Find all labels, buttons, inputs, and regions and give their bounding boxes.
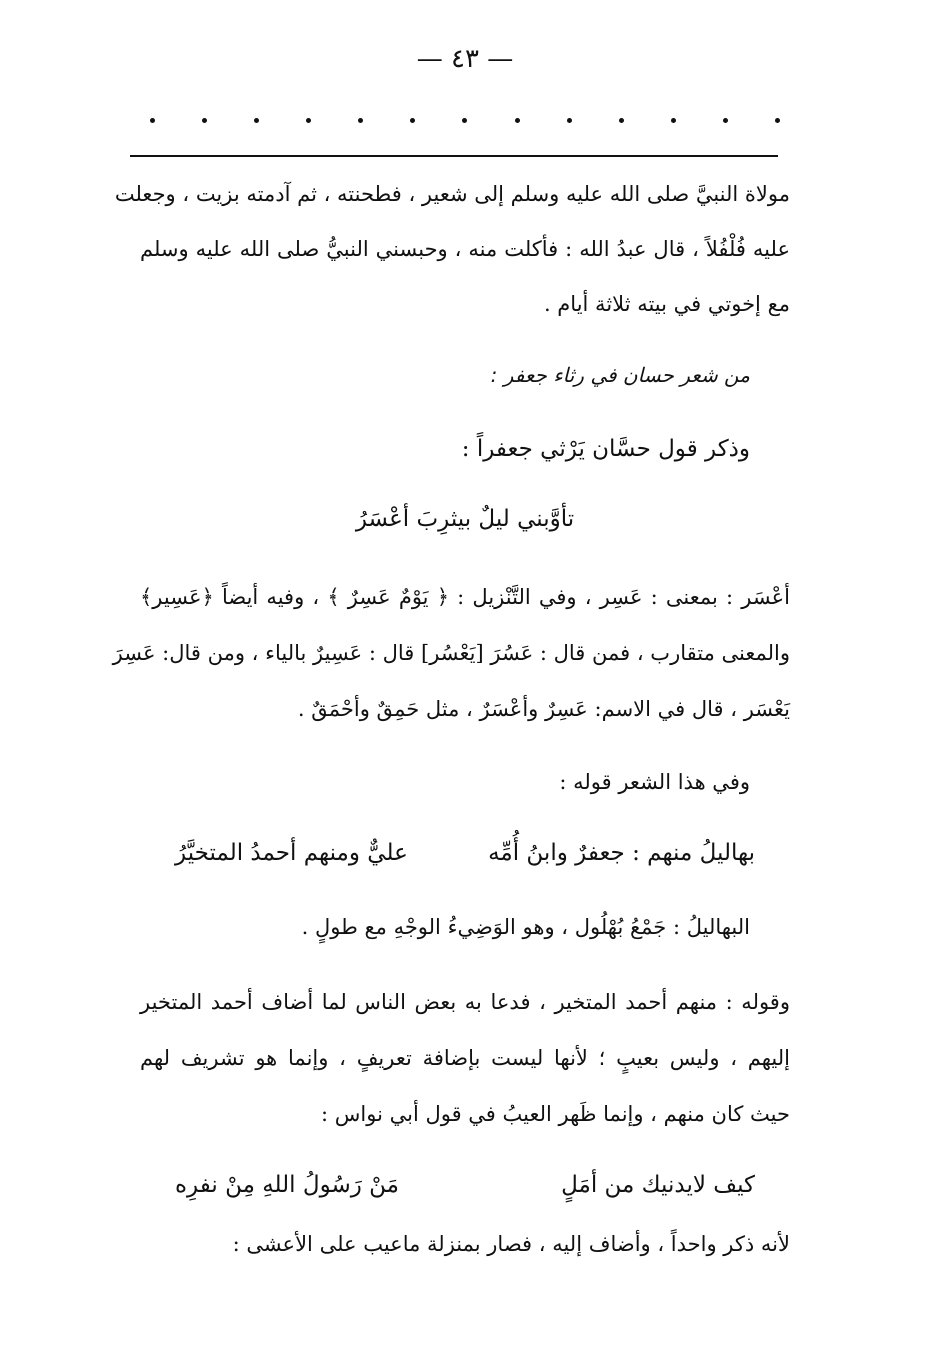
verse-line <box>175 1172 755 1198</box>
page-number: — ٤٣ — <box>416 44 514 74</box>
section-heading: من شعر حسان في رثاء جعفر : <box>490 363 750 387</box>
text-line: حيث كان منهم ، وإنما ظَهر العيبُ في قول أبي نواس : <box>321 1102 790 1126</box>
text-line: وقوله : منهم أحمد المتخير ، فدعا به بعض الناس لما أضاف أحمد المتخير <box>140 990 790 1014</box>
ornamental-dots-row <box>150 118 780 123</box>
verse-first-hemistich: بهاليلُ منهم : جعفرٌ وابنُ أُمِّه <box>488 840 755 866</box>
verse-second-hemistich: عليٌّ ومنهم أحمدُ المتخيَّرُ <box>175 840 408 866</box>
ornament-dot <box>775 118 780 123</box>
text-line: أعْسَر : بمعنى : عَسِر ، وفي التَّنْزيل : ﴿ يَوْمٌ عَسِرٌ ﴾ ، وفيه أيضاً ﴿عَسِير﴾ <box>140 585 790 609</box>
header-rule <box>130 155 778 157</box>
ornament-dot <box>150 118 155 123</box>
text-line: لأنه ذكر واحداً ، وأضاف إليه ، فصار بمنزلة ماعيب على الأعشى : <box>232 1232 790 1256</box>
text-line: البهاليلُ : جَمْعُ بُهْلُول ، وهو الوَضِيءُ الوجْهِ مع طولٍ . <box>301 915 750 939</box>
ornament-dot <box>723 118 728 123</box>
text-line: مع إخوتي في بيته ثلاثة أيام . <box>543 292 790 316</box>
text-line: والمعنى متقارب ، فمن قال : عَسُرَ [يَعْسُر] قال : عَسِيرٌ بالياء ، ومن قال: عَسِرَ <box>112 641 790 665</box>
text-line: وفي هذا الشعر قوله : <box>559 770 750 794</box>
text-line: إليهم ، وليس بعيبٍ ؛ لأنها ليست بإضافة تعريفٍ ، وإنما هو تشريف لهم <box>140 1046 790 1070</box>
text-line: وذكر قول حسَّان يَرْثي جعفراً : <box>461 436 750 462</box>
ornament-dot <box>410 118 415 123</box>
verse-second-hemistich: مَنْ رَسُولُ اللهِ مِنْ نفرِه <box>175 1172 399 1198</box>
ornament-dot <box>462 118 467 123</box>
ornament-dot <box>254 118 259 123</box>
text-line: عليه فُلْفُلاً ، قال عبدُ الله : فأكلت منه ، وحبسني النبيُّ صلى الله عليه وسلم <box>140 237 790 261</box>
ornament-dot <box>671 118 676 123</box>
text-line: يَعْسَر ، قال في الاسم: عَسِرٌ وأعْسَرٌ ، مثل حَمِقٌ وأحْمَقٌ . <box>297 697 790 721</box>
verse-first-hemistich: كيف لايدنيك من أمَلٍ <box>561 1172 755 1198</box>
text-line: مولاة النبيَّ صلى الله عليه وسلم إلى شعير ، فطحنته ، ثم آدمته بزيت ، وجعلت <box>114 182 790 206</box>
verse-half-line: تأوَّبني ليلٌ بيثرِبَ أعْسَرُ <box>355 506 575 532</box>
ornament-dot <box>306 118 311 123</box>
ornament-dot <box>619 118 624 123</box>
ornament-dot <box>567 118 572 123</box>
verse-line <box>175 840 755 866</box>
ornament-dot <box>358 118 363 123</box>
ornament-dot <box>515 118 520 123</box>
ornament-dot <box>202 118 207 123</box>
